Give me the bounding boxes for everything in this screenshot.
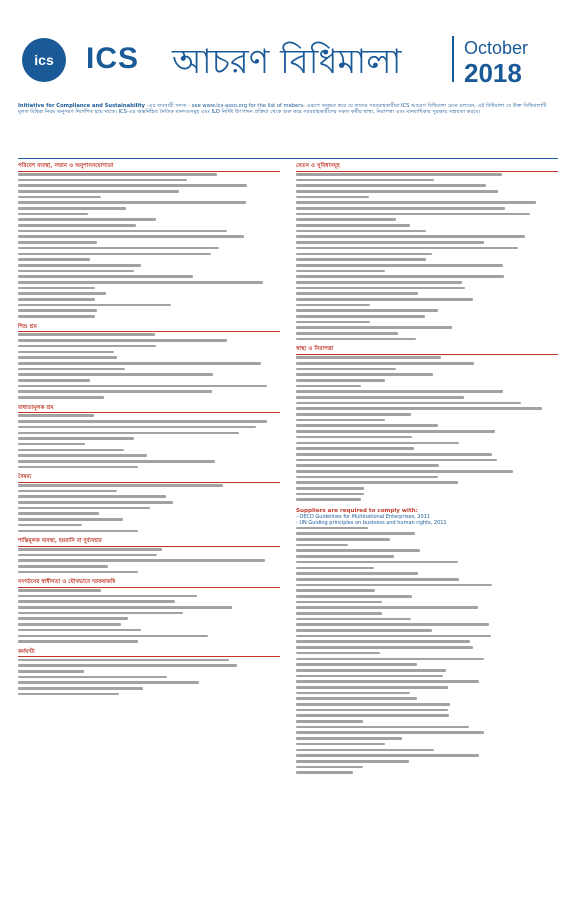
- left-column: [18, 164, 280, 702]
- body-text-line: [18, 640, 280, 646]
- suppliers-requirements: [296, 508, 558, 527]
- brand-name: ICS: [86, 42, 140, 75]
- intro-paragraph: [18, 103, 558, 116]
- section: [18, 406, 280, 472]
- section: [296, 164, 558, 343]
- section-title: সংগঠনের স্বাধীনতা ও যৌথভাবে দরকষাকষি: [18, 580, 280, 588]
- section-title: কর্মঘণ্টা: [18, 650, 280, 658]
- conventions-list: [296, 527, 558, 777]
- section-title: বৈষম্য: [18, 475, 280, 483]
- body-text-line: [296, 771, 558, 777]
- issue-month: October: [464, 38, 529, 58]
- section: [296, 347, 558, 504]
- section: [18, 325, 280, 402]
- section: [18, 650, 280, 699]
- poster-header: [0, 0, 575, 92]
- body-text-line: [18, 693, 280, 699]
- body-text-line: [18, 201, 280, 207]
- suppliers-guideline: - OECD Guidelines for Multinational Enterprises, 2011: [296, 514, 431, 521]
- header-rule: [18, 158, 558, 159]
- suppliers-heading: Suppliers are required to comply with:: [296, 507, 418, 514]
- page-title: আচরণ বিধিমালা: [172, 42, 402, 82]
- issue-year: 2018: [464, 58, 522, 88]
- right-column: [296, 164, 558, 777]
- section-title: শাস্তিমূলক ব্যবস্থা, হয়রানি বা দুর্ব্যবহার: [18, 539, 280, 547]
- intro-bengali: -এর ব্যবসায়ী সদস্য - see www.ics-asso.org for the list of mebers- এরূপে অনুভব করে যে তাদের সরবরাহকারীরা ICS আচরণ বিধিমালা মেনে চলবেন, এই বিধিমালা যে উক্ত বিধিমালাটি মূলত বিভিন্ন নিয়ম অনুসরণ নির্দেশিত হয়ে থাকে। ICS-এর অন্তর্নিহিত নৈতিক মানদণ্ডসমূহ এবং ILO নির্দিষ্ট উৎপাদন প্রক্রিয়া থেকে শুরু করে সরবরাহকারীদের সকল কর্মীর স্বাস্থ্য, নিরাপত্তা এবং মানবাধিকার সুরক্ষায় সহায়তা করবে।: [18, 103, 547, 116]
- section-title: বেতন ও সুবিধাসমূহ: [296, 164, 558, 172]
- body-text-line: [18, 570, 280, 576]
- section-title: শিশু শ্রম: [18, 325, 280, 333]
- body-text-line: [18, 529, 280, 535]
- date-divider: [452, 36, 454, 82]
- section: [18, 539, 280, 576]
- intro-english: Initiative for Compliance and Sustainability: [18, 103, 146, 109]
- body-text-line: [18, 559, 280, 565]
- body-text-line: [18, 184, 280, 190]
- ics-logo: ics: [22, 38, 66, 82]
- section-title: স্বাস্থ্য ও নিরাপত্তা: [296, 347, 558, 355]
- section-title: বাধ্যতামূলক শ্রম: [18, 406, 280, 414]
- body-text-line: [18, 420, 280, 426]
- body-text-line: [18, 315, 280, 321]
- body-text-line: [296, 201, 558, 207]
- section: [18, 580, 280, 646]
- suppliers-guideline: - UN Guiding principles on business and human rights, 2011: [296, 520, 447, 527]
- section-title: পরিবেশ ব্যবস্থা, সম্মান ও অনুশাসনযোগ্যতা: [18, 164, 280, 172]
- body-text-line: [296, 338, 558, 344]
- body-text-line: [296, 498, 558, 504]
- body-text-line: [18, 396, 280, 402]
- body-text-line: [18, 465, 280, 471]
- section: [18, 164, 280, 321]
- section: [18, 475, 280, 535]
